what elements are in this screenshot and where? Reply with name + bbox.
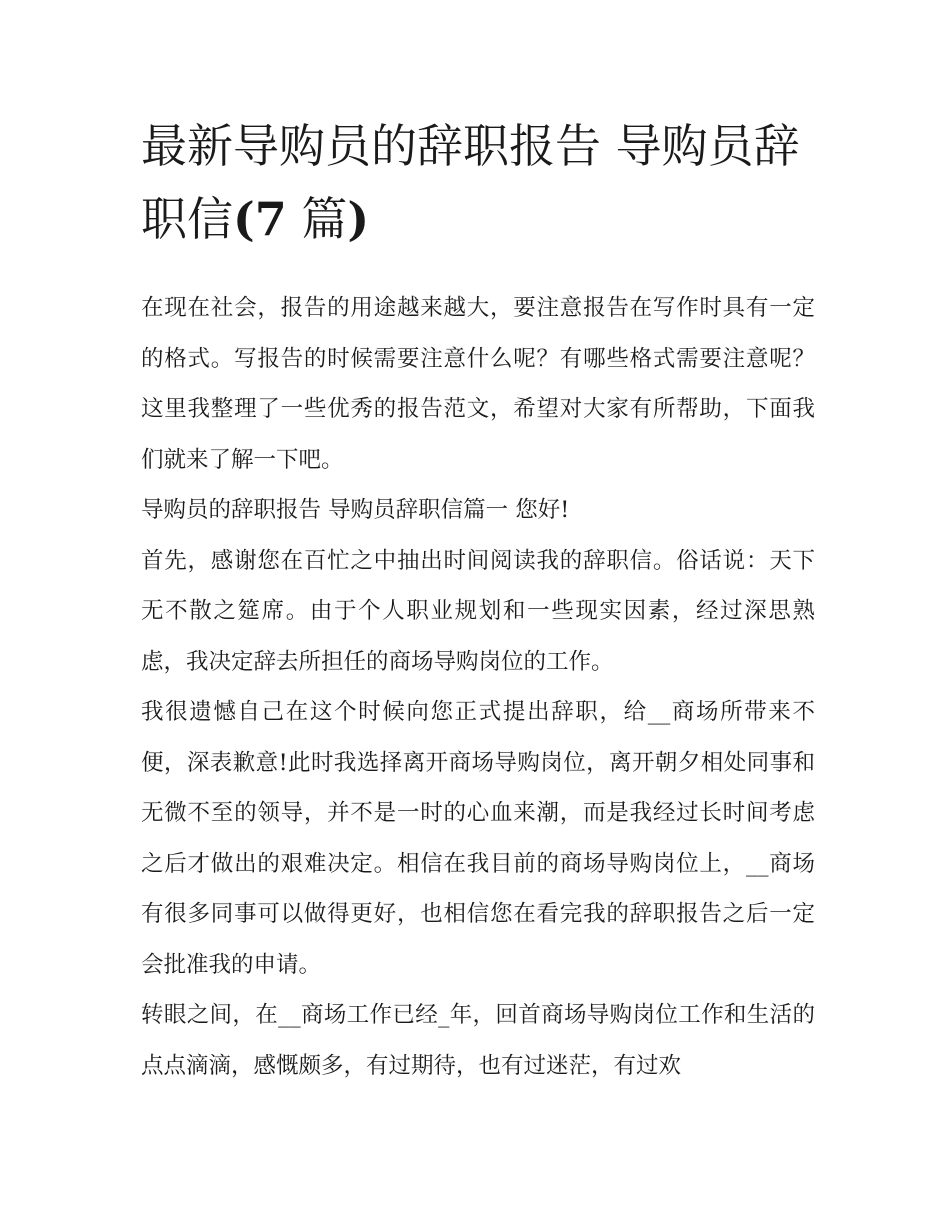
paragraph-intro: 在现在社会，报告的用途越来越大，要注意报告在写作时具有一定的格式。写报告的时候需要注意什么呢？有哪些格式需要注意呢？这里我整理了一些优秀的报告范文，希望对大家有所帮助，下面我们就来了解一下吧。 [141, 295, 815, 473]
paragraph-reflection: 转眼之间，在__商场工作已经_年，回首商场导购岗位工作和生活的点点滴滴，感慨颇多，有过期待，也有过迷茫，有过欢 [141, 1002, 815, 1079]
title-text: 最新导购员的辞职报告 导购员辞职信 [141, 119, 800, 246]
document-body [141, 283, 815, 1091]
title-count: (7 [233, 192, 287, 246]
document-content [141, 110, 815, 1091]
title-close: ) [347, 192, 370, 246]
paragraph-thanks: 首先，感谢您在百忙之中抽出时间阅读我的辞职信。俗话说：天下无不散之筵席。由于个人职业规划和一些现实因素，经过深思熟虑，我决定辞去所担任的商场导购岗位的工作。 [141, 547, 815, 675]
document-title [141, 110, 815, 256]
paragraph-regret: 我很遗憾自己在这个时候向您正式提出辞职，给__商场所带来不便，深表歉意!此时我选择离开商场导购岗位，离开朝夕相处同事和无微不至的领导，并不是一时的心血来潮，而是我经过长时间考虑之后才做出的艰难决定。相信在我目前的商场导购岗位上，__商场有很多同事可以做得更好，也相信您在看完我的辞职报告之后一定会批准我的申请。 [141, 699, 815, 978]
title-unit: 篇 [301, 192, 348, 246]
paragraph-heading: 导购员的辞职报告 导购员辞职信篇一 您好! [141, 497, 570, 523]
